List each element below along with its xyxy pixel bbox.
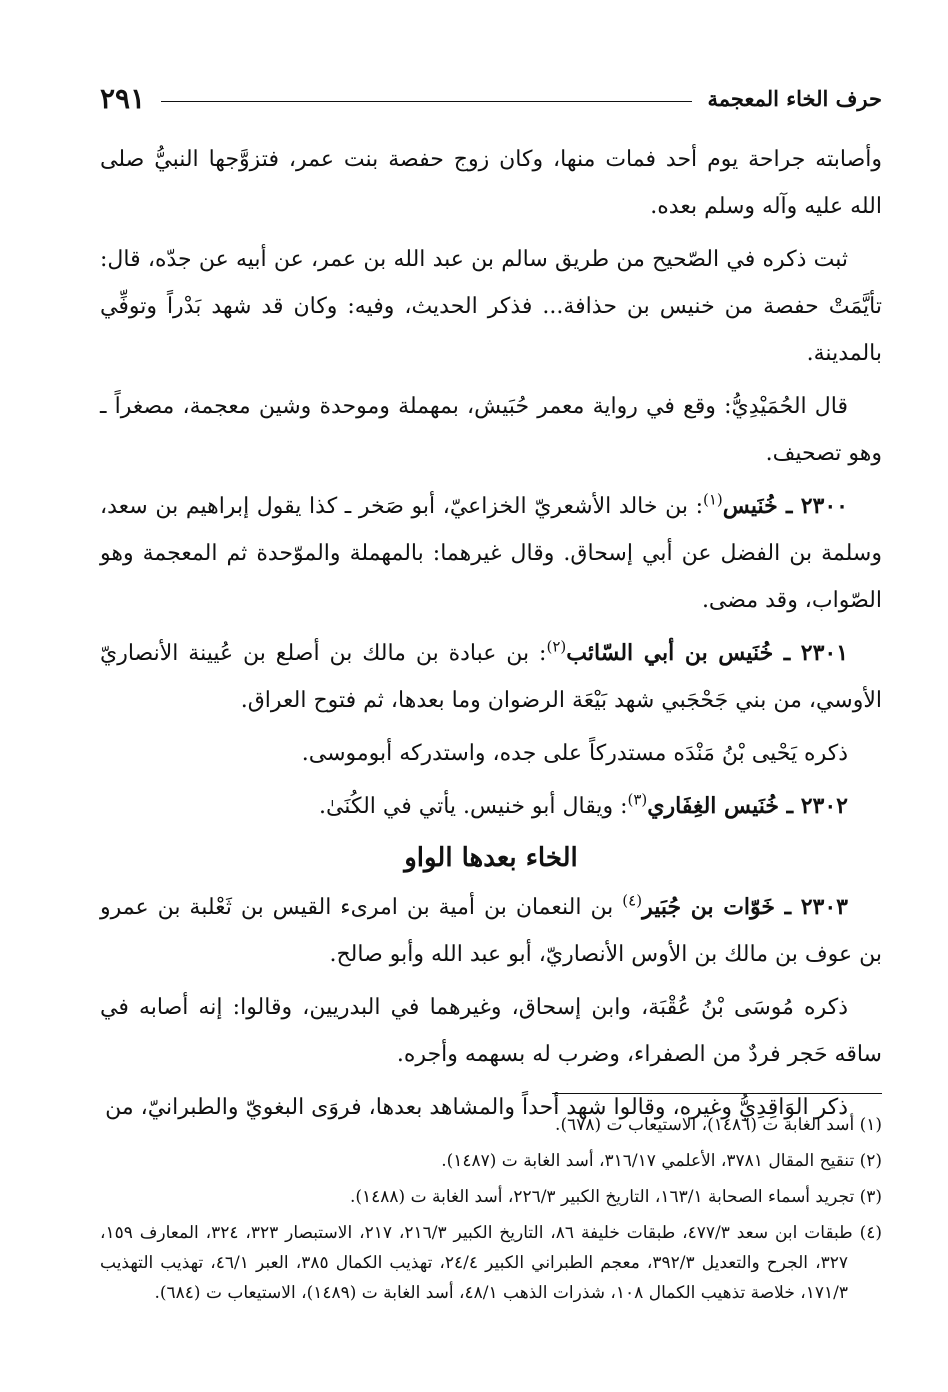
header-rule [161,101,691,102]
footnote: (٤) طبقات ابن سعد ٤٧٧/٣، طبقات خليفة ٨٦، التاريخ الكبير ٢١٦/٣، ٢١٧، الاستبصار ٣٢٣، ٣٢٤، المعارف ١٥٩، ٣٢٧، الجرح والتعديل ٣٩٢/٣، معجم الطبراني الكبير ٢٤/٤، تهذيب الكمال ٣٨٥، العبر ٤٦/١، تهذيب التهذيب ١٧١/٣، خلاصة تذهيب الكمال ١٠٨، شذرات الذهب ٤٨/١، أسد الغابة ت (١٤٨٩)، الاستيعاب ت (٦٨٤). [100,1223,882,1303]
footnotes [100,1110,882,1314]
paragraph: ذكره مُوسَى بْنُ عُقْبَة، وابن إسحاق، وغيرهما في البدريين، وقالوا: إنه أصابه في ساقه حَجر فردٌ من الصفراء، وضرب له بسهمه وأجره. [100,995,882,1067]
entry-text: : بن خالد الأشعريّ الخزاعيّ، أبو صَخر ـ كذا يقول إبراهيم بن سعد، وسلمة بن الفضل عن أبي إسحاق. وقال غيرهما: بالمهملة والموّحدة ثم المعجمة وهو الصّواب، وقد مضى. [100,494,882,613]
entry-heading: ٢٣٠٢ ـ خُنَيس الغِفَاري [647,793,848,819]
footnote-marker: (٢) [546,637,567,656]
paragraph: ذكر الوَاقِدِيُّ وغيره، وقالوا شهد أحداً والمشاهد بعدها، فروَى البغويّ والطبرانيّ، من [105,1095,848,1120]
entry-2301 [100,630,882,724]
paragraph: قال الحُمَيْدِيُّ: وقع في رواية معمر حُبَيش، بمهملة وموحدة وشين معجمة، مصغراً ـ وهو تصحيف. [100,394,882,466]
footnote-separator [552,1093,882,1094]
entry-2303 [100,884,882,978]
header-title: حرف الخاء المعجمة [707,85,882,111]
paragraph: ذكره يَحْيى بْنُ مَنْدَه مستدركاً على جده، واستدركه أبوموسى. [301,741,848,766]
footnote-marker: (٣) [627,790,648,809]
footnote: (٣) تجريد أسماء الصحابة ١٦٣/١، التاريخ الكبير ٢٢٦/٣، أسد الغابة ت (١٤٨٨). [349,1187,882,1207]
entry-2302 [100,783,882,830]
section-heading: الخاء بعدها الواو [404,843,578,873]
footnote-marker: (١) [702,490,723,509]
entry-text: : بن عبادة بن مالك بن أصلع بن عُيينة الأنصاريّ الأوسي، من بني جَحْجَبي شهد بَيْعَة الرضوان وما بعدها، ثم فتوح العراق. [100,641,882,713]
paragraph: ثبت ذكره في الصّحيح من طريق سالم بن عبد الله بن عمر، عن أبيه عن جدّه، قال: تأيَّمَتْ حفصة من خنيس بن حذافة... فذكر الحديث، وفيه: وكان قد شهد بَدْراً وتوفِّي بالمدينة. [100,247,882,366]
footnote-marker: (٤) [622,891,643,910]
paragraph: وأصابته جراحة يوم أحد فمات منها، وكان زوج حفصة بنت عمر، فتزوَّجها النبيُّ صلى الله عليه وآله وسلم بعده. [100,147,882,219]
page-number: ٢٩١ [100,81,146,115]
entry-text: بن النعمان بن أمية بن امرىء القيس بن ثَعْلبة بن عمرو بن عوف بن مالك بن الأوس الأنصاريّ، أبو عبد الله وأبو صالح. [100,895,882,967]
footnote: (٢) تنقيح المقال ٣٧٨١، الأعلمي ٣١٦/١٧، أسد الغابة ت (١٤٨٧). [441,1151,882,1171]
entry-2300 [100,483,882,624]
footnote: (١) أسد الغابة ت (١٤٨٦)، الاستيعاب ت (٦٧٨). [555,1115,882,1135]
main-text [100,136,882,1137]
entry-heading: ٢٣٠٣ ـ خَوّات بن جُبَير [642,894,848,920]
entry-text: : ويقال أبو خنيس. يأتي في الكُنَىٰ. [318,794,628,819]
entry-heading: ٢٣٠٠ ـ خُنَيس [722,493,848,519]
running-header [100,78,882,118]
entry-heading: ٢٣٠١ ـ خُنَيس بن أبي السّائب [566,640,849,666]
